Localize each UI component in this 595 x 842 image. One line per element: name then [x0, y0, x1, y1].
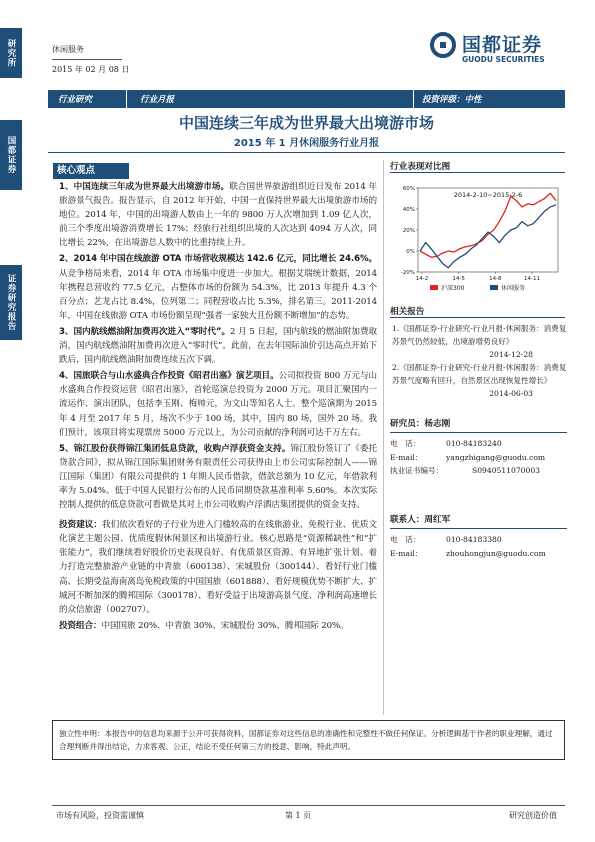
section-heading: 1、中国连续三年成为世界最大出境游市场。	[59, 182, 230, 192]
disclaimer-box	[52, 720, 565, 760]
legend-label: 休闲服务	[501, 285, 526, 292]
section-heading: 3、国内航线燃油附加费再次进入“零时代”。	[59, 326, 231, 337]
section-body: 从竞争格局来看，2014 年 OTA 市场集中度进一步加大。根据艾瑞统计数据，2014 年携程总营收约 77.5 亿元，占整体市场的份额为 54.3%，比 2013 年提升 4.3 个百分点；艺龙占比 8.4%，位列第二；同程营收占比 5.3%，排名第三。2011-2014 年，中国在线旅游 OTA 市场份额呈现“强者一家独大且份额不断增加”的态势。	[59, 268, 377, 321]
footer-risk-note: 市场有风险，投资需谨慎	[56, 811, 144, 820]
related-report-date: 2014-12-28	[489, 350, 533, 359]
email-label: E-mail：	[390, 548, 423, 558]
section-1	[59, 180, 377, 250]
report-header	[52, 40, 129, 79]
related-report-text: 1.《国都证券-行业研究-行业月报-休闲服务：消费复苏景气仍然较低，出境游增势良好》	[392, 324, 567, 346]
legend-label: 沪深300	[441, 285, 465, 292]
logo-text-en: GUODU SECURITIES	[462, 55, 545, 64]
y-tick-label: 60%	[402, 186, 415, 192]
chart-title: 2014-2-10~2015-2-6	[453, 191, 523, 199]
bar-divider	[413, 90, 414, 108]
series-line-1	[420, 205, 556, 268]
y-tick-label: 0%	[406, 249, 415, 255]
section-body: 联合国世界旅游组织近日发布 2014 年旅游景气报告。报告显示，自 2012 年开始，中国一直保持世界最大出境旅游市场的地位。2014 年，中国的出境游人数由上一年的 9800 万人次增加到 1.09 亿人次，前三个季度出境游消费增长 17%；经旅行社组织出境的人次达到 4094 万人次，同比增长 22%，在出境游总人数中的比重持续上升。	[59, 182, 377, 249]
contact-name: 联系人：周红军	[390, 512, 567, 529]
report-date: 2015 年 02 月 08 日	[52, 65, 130, 74]
researcher-phone-row	[390, 437, 567, 451]
y-tick-label: 40%	[402, 207, 415, 213]
researcher-email-row	[390, 451, 567, 465]
researcher-email[interactable]: yangzhigang@guodu.com	[446, 452, 546, 462]
logo-mark-icon	[430, 32, 456, 58]
contact-email-row	[390, 547, 567, 561]
chart-section-title: 行业表现对比图	[390, 162, 451, 172]
researcher-info	[390, 416, 567, 478]
cert-label: 执业证书编号：	[390, 466, 444, 475]
portfolio	[59, 619, 377, 633]
report-type-bar	[48, 90, 565, 108]
researcher-phone: 010-84183240	[446, 439, 502, 448]
section-3	[59, 325, 377, 367]
phone-label: 电 话：	[390, 535, 421, 544]
advice-heading: 投资建议：	[59, 520, 102, 531]
legend-swatch	[490, 285, 498, 290]
investment-rating: 投资评级：中性	[422, 95, 482, 105]
page-title: 中国连续三年成为世界最大出境游市场	[178, 114, 434, 132]
legend-swatch	[430, 285, 438, 290]
email-label: E-mail：	[390, 452, 423, 462]
section-body: 锦江股份签订了《委托贷款合同》，拟从锦江国际集团财务有限责任公司获得由上市公司实际控制人——锦江国际（集团）有限公司提供的 1 年期人民币借款，借款总额为 10 亿元，年借款利率为 5.04%。低于中国人民银行公布的人民币同期贷款基准利率 5.60%。本次实际控制人提供的低息贷款可看做是其对上市公司收购卢浮酒店集团提供的资金支持。	[59, 443, 377, 511]
related-reports-title: 相关报告	[390, 307, 425, 317]
section-heading: 2、2014 年中国在线旅游 OTA 市场营收规模达 142.6 亿元，同比增长 24.6%。	[59, 254, 377, 265]
disclaimer-text: 独立性申明：本报告中的信息均来源于公开可获得资料，国都证券对这些信息的准确性和完整性不做任何保证。分析逻辑基于作者的职业理解，通过合理判断并得出结论，力求客观、公正，结论不受任何第三方的授意、影响，特此声明。	[59, 729, 553, 751]
column-divider	[383, 160, 384, 715]
portfolio-heading: 投资组合：	[59, 620, 102, 631]
related-report-text: 2.《国都证券-行业研究-行业月报-休闲服务：消费复苏景气度略有回升，自然景区出现恢复性增长》	[392, 363, 567, 385]
side-strip	[0, 0, 22, 842]
related-report-date: 2014-06-03	[489, 389, 533, 398]
section-body: 公司拟投资 800 万元与山水盛典合作投资运营《昭君出塞》，首轮巡演总投资为 2000 万元。项目汇聚国内一流运作、演出团队，包括李玉刚、梅帅元，为文山等知名人士。整个巡演期为 2015 年 4 月至 2017 年 5 月，场次不少于 100 场，其中，国内 80 场，国外 20 场。我们预计，该项目将实现票房 5000 万元以上，为公司贡献的净利润可达千万左右。	[59, 371, 377, 438]
strip-label-institute: 研究所	[0, 28, 22, 78]
contact-phone: 010-84183380	[446, 535, 502, 544]
section-5	[59, 442, 377, 512]
bar-divider	[126, 90, 127, 108]
investment-advice	[59, 518, 377, 617]
x-tick-label: 14-11	[524, 276, 540, 282]
series-line-0	[420, 193, 556, 257]
related-title-rule	[390, 317, 565, 318]
report-category: 行业月报	[140, 95, 175, 105]
page-number: 第 1 页	[285, 811, 312, 820]
contact-phone-row	[390, 533, 567, 547]
performance-chart	[388, 172, 565, 299]
contact-info	[390, 512, 567, 560]
section-2	[59, 252, 377, 322]
strip-label-company: 国都证券	[0, 120, 22, 190]
main-content	[59, 180, 377, 635]
contact-email[interactable]: zhouhongjun@guodu.com	[446, 548, 546, 558]
strip-label-report: 证券研究报告	[0, 265, 22, 340]
portfolio-body: 中国国旅 20%、中青旅 30%、宋城股份 30%、腾邦国际 20%。	[101, 620, 349, 631]
advice-body: 我们依次看好的子行业为进入门槛较高的在线旅游业、免税行业、优质文化演艺主题公园、优质度假休闲景区和出境游行业。核心思路是“资源稀缺性”和“扩张能力”，我们继续看好股价历史表现良好、有优质景区资源、有异地扩张计划、着力打造完整旅游产业链的中青旅（600138）、宋城股份（300144）、看好行业门槛高、长期受益海南离岛免税政策的中国国旅（601888）、看好规模优势不断扩大、扩城河不断加深的腾邦国际（300178）、看好受益于出境游高景气度、净利润高速增长的众信旅游（002707）。	[59, 520, 377, 615]
x-tick-label: 14-2	[415, 276, 429, 282]
logo-text-cn: 国都证券	[462, 34, 543, 56]
researcher-name: 研究员：杨志刚	[390, 416, 567, 433]
section-heading: 5、锦江股份获得锦江集团低息贷款，收购卢浮获资金支持。	[59, 443, 291, 454]
title-rule	[48, 152, 565, 153]
phone-label: 电 话：	[390, 439, 421, 448]
footer-rule	[52, 805, 565, 806]
company-logo	[430, 30, 560, 70]
section-body: 2 月 5 日起，国内航线的燃油附加费取消，国内航线燃油附加费再次进入“零时代”。此前，在去年国际油价引达高点开始下跌后，国内航线燃油附加费连续五次下调。	[59, 326, 377, 366]
section-heading: 4、国旅联合与山水盛典合作投资《昭君出塞》演艺项目。	[59, 371, 279, 382]
industry-name: 休闲服务	[52, 45, 84, 54]
core-views-heading: 核心观点	[53, 163, 129, 179]
related-reports	[392, 322, 567, 400]
researcher-cert-row	[390, 464, 567, 478]
report-type: 行业研究	[58, 95, 93, 105]
page-subtitle: 2015 年 1 月休闲服务行业月报	[233, 138, 380, 149]
y-tick-label: -20%	[400, 270, 415, 276]
section-4	[59, 369, 377, 439]
x-tick-label: 14-5	[452, 276, 465, 282]
researcher-cert: S0940511070003	[472, 466, 541, 475]
y-tick-label: 20%	[402, 228, 415, 234]
x-tick-label: 14-8	[489, 276, 502, 282]
footer-slogan: 研究创造价值	[509, 811, 557, 820]
